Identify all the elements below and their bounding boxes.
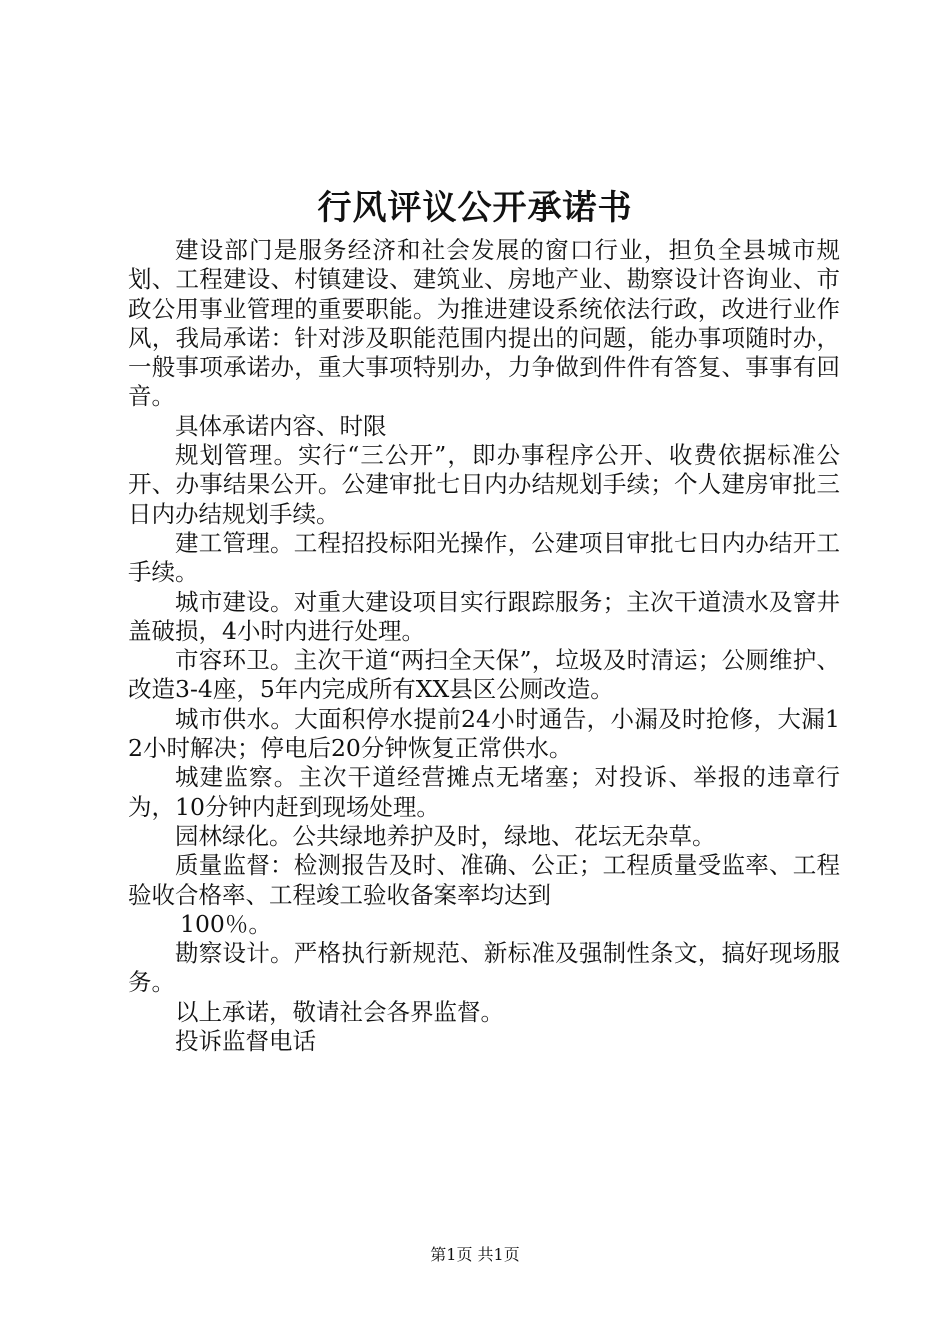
document-title: 行风评议公开承诺书 [317, 188, 633, 228]
paragraph-landscaping: 园林绿化。公共绿地养护及时，绿地、花坛无杂草。 [175, 821, 716, 850]
paragraph-percentage: 100％。 [180, 909, 272, 938]
paragraph-intro: 建设部门是服务经济和社会发展的窗口行业，担负全县城市规划、工程建设、村镇建设、建筑业、房地产业、勘察设计咨询业、市政公用事业管理的重要职能。为推进建设系统依法行政，改进行业作风，我局承诺：针对涉及职能范围内提出的问题，能办事项随时办，一般事项承诺办，重大事项特别办，力争做到件件有答复、事事有回音。 [128, 236, 840, 411]
paragraph-water-supply: 城市供水。大面积停水提前24小时通告，小漏及时抢修，大漏12小时解决；停电后20分钟恢复正常供水。 [128, 704, 840, 763]
paragraph-planning: 规划管理。实行“三公开”，即办事程序公开、收费依据标准公开、办事结果公开。公建审批七日内办结规划手续；个人建房审批三日内办结规划手续。 [128, 441, 840, 528]
paragraph-hotline: 投诉监督电话 [175, 1027, 316, 1056]
paragraph-survey-design: 勘察设计。严格执行新规范、新标准及强制性条文，搞好现场服务。 [128, 939, 840, 997]
paragraph-urban-construction: 城市建设。对重大建设项目实行跟踪服务；主次干道渍水及窨井盖破损，4小时内进行处理。 [128, 587, 840, 645]
paragraph-closing: 以上承诺，敬请社会各界监督。 [175, 997, 504, 1026]
document-body [128, 236, 840, 1056]
paragraph-quality-supervision: 质量监督：检测报告及时、准确、公正；工程质量受监率、工程验收合格率、工程竣工验收备案率均达到 [128, 851, 840, 909]
paragraph-inspection: 城建监察。主次干道经营摊点无堵塞；对投诉、举报的违章行为，10分钟内赶到现场处理。 [128, 763, 840, 821]
paragraph-construction-management: 建工管理。工程招投标阳光操作，公建项目审批七日内办结开工手续。 [128, 528, 840, 587]
paragraph-heading: 具体承诺内容、时限 [175, 411, 387, 440]
page-number: 第1页 共1页 [430, 1245, 520, 1264]
paragraph-sanitation: 市容环卫。主次干道“两扫全天保”，垃圾及时清运；公厕维护、改造3-4座，5年内完成所有XX县区公厕改造。 [128, 646, 840, 704]
